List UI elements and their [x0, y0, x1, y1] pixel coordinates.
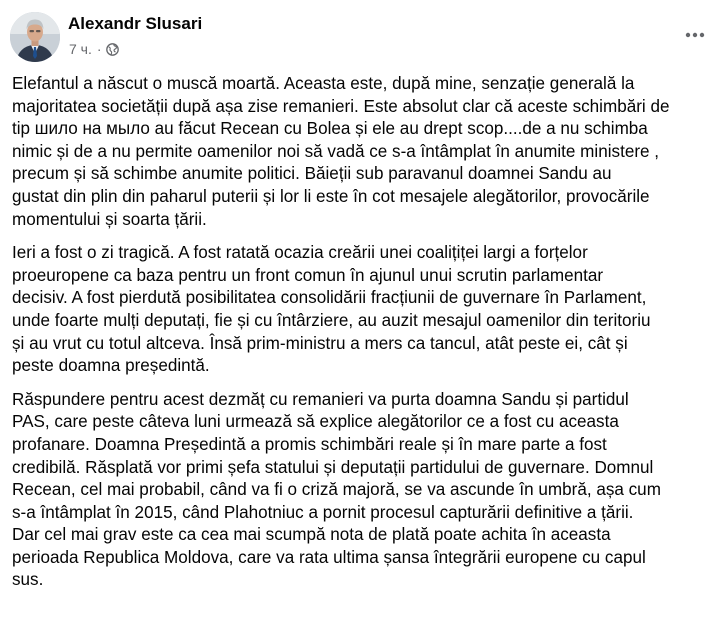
post-line: momentului și soarta țării. [12, 209, 207, 229]
post-line: Elefantul a născut o muscă moartă. Aceasta este, după mine, senzație generală la [12, 74, 635, 93]
author-avatar[interactable] [10, 12, 60, 62]
post-line: tip шило на мыло au făcut Recean cu Bolea și ele au drept scop....de a nu schimba [12, 119, 648, 139]
post-line: nimic și de a nu permite oamenilor noi să vadă ce s-a întâmplat în anumite ministere , [12, 141, 660, 161]
more-options-icon [685, 32, 705, 38]
post-line: gustat din plin din paharul puterii și lor li este în cot mesajele alegătorilor, provocările [12, 186, 650, 206]
post-line: unde foarte mulți deputați, fie și cu întârziere, au auzit mesajul oamenilor din teritoriu [12, 310, 651, 330]
post-meta [69, 41, 119, 57]
post-line: profanare. Doamna Președintă a promis schimbări reale și în mare parte a fost [12, 434, 607, 454]
post-line: proeuropene ca baza pentru un front comun în ajunul unui scrutin parlamentar [12, 265, 604, 285]
author-name[interactable]: Alexandr Slusari [68, 14, 203, 33]
post-line: s-a întâmplat în 2015, când Plahotniuc a pornit procesul capturării definitive a țării. [12, 502, 634, 522]
post-line: și au vrut cu totul altceva. Însă prim-ministru a mers ca tancul, atât peste ei, cât și [12, 333, 628, 353]
post-line: credibilă. Răsplată vor primi șefa statului și deputații partidului de guvernare. Domnul [12, 457, 654, 477]
post-line: Recean, cel mai probabil, când va fi o criză majoră, se va ascunde în umbră, așa cum [12, 480, 661, 500]
globe-icon[interactable] [106, 43, 119, 56]
post-timestamp[interactable]: 7 ч. [69, 41, 92, 57]
post-line: Răspundere pentru acest dezmăț cu remanieri va purta doamna Sandu și partidul [12, 389, 629, 409]
more-options-button[interactable] [678, 18, 712, 52]
post-line: perioada Republica Moldova, care va rata ultima șansa întegrării europene cu capul [12, 547, 646, 567]
post-line: peste doamna președintă. [12, 356, 210, 376]
post-text [12, 73, 722, 592]
meta-separator: · [96, 41, 102, 57]
post-line: sus. [12, 570, 44, 590]
post-line: PAS, care peste câteva luni urmează să explice alegătorilor ce a fost cu aceasta [12, 412, 619, 432]
author-photo [10, 12, 60, 62]
post-line: majoritatea societății după așa zise remanieri. Este absolut clar că aceste schimbări de [12, 96, 670, 116]
post-line: precum și să schimbe anumite politici. Băieții sub paravanul doamnei Sandu au [12, 164, 612, 184]
post-line: Ieri a fost o zi tragică. A fost ratată ocazia creării unei coalițiței largi a forțelor [12, 243, 588, 263]
post-line: decisiv. A fost pierdută posibilitatea consolidării fracțiunii de guvernare în Parlament, [12, 288, 647, 308]
post-line: Dar cel mai grav este ca cea mai scumpă nota de plată poate achita în aceasta [12, 525, 611, 545]
